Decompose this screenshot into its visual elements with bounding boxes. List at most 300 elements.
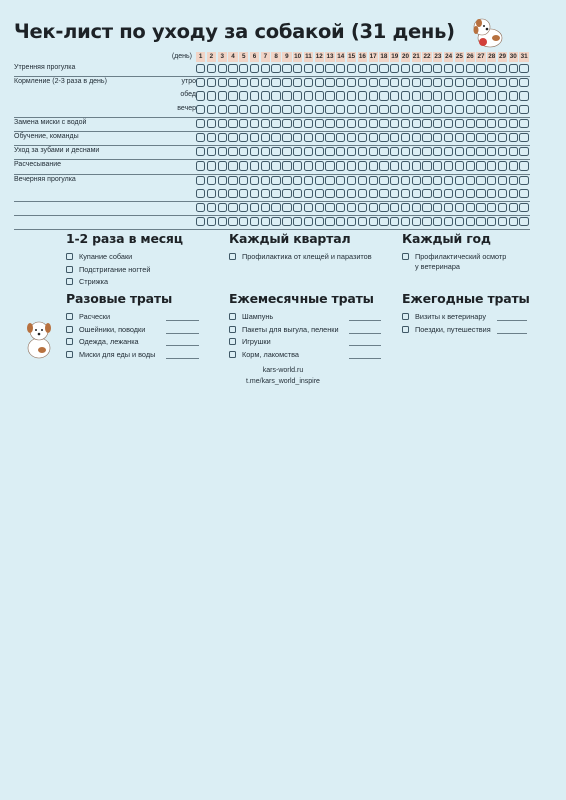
day-checkbox[interactable]	[422, 64, 431, 73]
day-checkbox[interactable]	[250, 105, 259, 114]
day-checkbox[interactable]	[466, 176, 475, 185]
amount-line[interactable]	[349, 333, 381, 334]
day-checkbox[interactable]	[347, 189, 356, 198]
day-checkbox[interactable]	[261, 189, 270, 198]
day-checkbox[interactable]	[498, 64, 507, 73]
day-checkbox[interactable]	[444, 91, 453, 100]
day-checkbox[interactable]	[476, 78, 485, 87]
day-checkbox[interactable]	[509, 203, 518, 212]
checkbox[interactable]	[229, 351, 236, 358]
day-checkbox[interactable]	[315, 217, 324, 226]
day-checkbox[interactable]	[239, 203, 248, 212]
checklist-item[interactable]	[66, 350, 172, 363]
day-checkbox[interactable]	[422, 119, 431, 128]
day-checkbox[interactable]	[390, 91, 399, 100]
day-checkbox[interactable]	[476, 64, 485, 73]
day-checkbox[interactable]	[444, 133, 453, 142]
day-checkbox[interactable]	[358, 105, 367, 114]
day-checkbox[interactable]	[207, 64, 216, 73]
day-checkbox[interactable]	[250, 161, 259, 170]
day-checkbox[interactable]	[239, 105, 248, 114]
day-checkbox[interactable]	[293, 203, 302, 212]
day-checkbox[interactable]	[498, 133, 507, 142]
day-checkbox[interactable]	[455, 91, 464, 100]
day-checkbox[interactable]	[358, 119, 367, 128]
day-checkbox[interactable]	[304, 203, 313, 212]
day-checkbox[interactable]	[218, 64, 227, 73]
day-checkbox[interactable]	[509, 161, 518, 170]
day-checkbox[interactable]	[422, 161, 431, 170]
day-checkbox[interactable]	[207, 217, 216, 226]
day-checkbox[interactable]	[315, 147, 324, 156]
day-checkbox[interactable]	[422, 203, 431, 212]
day-checkbox[interactable]	[444, 217, 453, 226]
day-checkbox[interactable]	[261, 176, 270, 185]
day-checkbox[interactable]	[519, 78, 528, 87]
day-checkbox[interactable]	[369, 147, 378, 156]
day-checkbox[interactable]	[250, 189, 259, 198]
day-checkbox[interactable]	[315, 189, 324, 198]
checklist-item[interactable]	[229, 312, 374, 325]
day-checkbox[interactable]	[325, 203, 334, 212]
checkbox[interactable]	[229, 338, 236, 345]
day-checkbox[interactable]	[476, 105, 485, 114]
day-checkbox[interactable]	[271, 78, 280, 87]
amount-line[interactable]	[349, 358, 381, 359]
day-checkbox[interactable]	[390, 119, 399, 128]
day-checkbox[interactable]	[196, 133, 205, 142]
day-checkbox[interactable]	[390, 147, 399, 156]
day-checkbox[interactable]	[358, 203, 367, 212]
day-checkbox[interactable]	[239, 119, 248, 128]
day-checkbox[interactable]	[390, 176, 399, 185]
day-checkbox[interactable]	[422, 105, 431, 114]
checklist-item[interactable]	[66, 312, 172, 325]
day-checkbox[interactable]	[228, 217, 237, 226]
day-checkbox[interactable]	[315, 203, 324, 212]
day-checkbox[interactable]	[282, 176, 291, 185]
day-checkbox[interactable]	[336, 217, 345, 226]
day-checkbox[interactable]	[261, 161, 270, 170]
day-checkbox[interactable]	[282, 161, 291, 170]
day-checkbox[interactable]	[476, 161, 485, 170]
day-checkbox[interactable]	[336, 91, 345, 100]
day-checkbox[interactable]	[336, 147, 345, 156]
checklist-item[interactable]	[229, 350, 374, 363]
day-checkbox[interactable]	[401, 203, 410, 212]
day-checkbox[interactable]	[250, 203, 259, 212]
day-checkbox[interactable]	[304, 91, 313, 100]
day-checkbox[interactable]	[487, 203, 496, 212]
day-checkbox[interactable]	[271, 119, 280, 128]
day-checkbox[interactable]	[519, 189, 528, 198]
day-checkbox[interactable]	[347, 203, 356, 212]
day-checkbox[interactable]	[304, 217, 313, 226]
day-checkbox[interactable]	[207, 147, 216, 156]
day-checkbox[interactable]	[315, 78, 324, 87]
day-checkbox[interactable]	[519, 64, 528, 73]
day-checkbox[interactable]	[261, 91, 270, 100]
day-checkbox[interactable]	[379, 189, 388, 198]
day-checkbox[interactable]	[239, 176, 248, 185]
amount-line[interactable]	[497, 333, 527, 334]
day-checkbox[interactable]	[455, 64, 464, 73]
checkbox[interactable]	[66, 278, 73, 285]
day-checkbox[interactable]	[196, 119, 205, 128]
day-checkbox[interactable]	[261, 133, 270, 142]
day-checkbox[interactable]	[347, 64, 356, 73]
checkbox[interactable]	[402, 326, 409, 333]
day-checkbox[interactable]	[369, 217, 378, 226]
day-checkbox[interactable]	[455, 203, 464, 212]
day-checkbox[interactable]	[487, 64, 496, 73]
day-checkbox[interactable]	[476, 133, 485, 142]
day-checkbox[interactable]	[315, 105, 324, 114]
day-checkbox[interactable]	[196, 147, 205, 156]
day-checkbox[interactable]	[304, 176, 313, 185]
day-checkbox[interactable]	[433, 133, 442, 142]
checklist-item[interactable]	[66, 277, 183, 290]
day-checkbox[interactable]	[315, 119, 324, 128]
day-checkbox[interactable]	[228, 189, 237, 198]
day-checkbox[interactable]	[325, 64, 334, 73]
day-checkbox[interactable]	[476, 119, 485, 128]
day-checkbox[interactable]	[519, 133, 528, 142]
day-checkbox[interactable]	[422, 189, 431, 198]
day-checkbox[interactable]	[347, 176, 356, 185]
day-checkbox[interactable]	[304, 161, 313, 170]
day-checkbox[interactable]	[369, 161, 378, 170]
day-checkbox[interactable]	[433, 64, 442, 73]
day-checkbox[interactable]	[261, 105, 270, 114]
day-checkbox[interactable]	[271, 161, 280, 170]
day-checkbox[interactable]	[401, 78, 410, 87]
day-checkbox[interactable]	[379, 119, 388, 128]
day-checkbox[interactable]	[218, 176, 227, 185]
day-checkbox[interactable]	[433, 217, 442, 226]
day-checkbox[interactable]	[358, 91, 367, 100]
day-checkbox[interactable]	[228, 119, 237, 128]
day-checkbox[interactable]	[218, 133, 227, 142]
day-checkbox[interactable]	[336, 161, 345, 170]
day-checkbox[interactable]	[347, 91, 356, 100]
day-checkbox[interactable]	[239, 217, 248, 226]
day-checkbox[interactable]	[358, 189, 367, 198]
day-checkbox[interactable]	[336, 119, 345, 128]
day-checkbox[interactable]	[261, 64, 270, 73]
day-checkbox[interactable]	[412, 64, 421, 73]
day-checkbox[interactable]	[422, 147, 431, 156]
day-checkbox[interactable]	[196, 189, 205, 198]
day-checkbox[interactable]	[239, 161, 248, 170]
day-checkbox[interactable]	[250, 217, 259, 226]
day-checkbox[interactable]	[228, 147, 237, 156]
day-checkbox[interactable]	[369, 176, 378, 185]
day-checkbox[interactable]	[196, 78, 205, 87]
day-checkbox[interactable]	[509, 217, 518, 226]
day-checkbox[interactable]	[347, 119, 356, 128]
day-checkbox[interactable]	[369, 203, 378, 212]
day-checkbox[interactable]	[433, 105, 442, 114]
day-checkbox[interactable]	[250, 91, 259, 100]
day-checkbox[interactable]	[509, 133, 518, 142]
day-checkbox[interactable]	[422, 91, 431, 100]
amount-line[interactable]	[166, 358, 199, 359]
day-checkbox[interactable]	[466, 203, 475, 212]
day-checkbox[interactable]	[358, 78, 367, 87]
day-checkbox[interactable]	[369, 91, 378, 100]
day-checkbox[interactable]	[379, 133, 388, 142]
day-checkbox[interactable]	[476, 203, 485, 212]
day-checkbox[interactable]	[218, 161, 227, 170]
day-checkbox[interactable]	[455, 189, 464, 198]
day-checkbox[interactable]	[271, 217, 280, 226]
day-checkbox[interactable]	[325, 119, 334, 128]
day-checkbox[interactable]	[476, 189, 485, 198]
day-checkbox[interactable]	[325, 189, 334, 198]
day-checkbox[interactable]	[358, 133, 367, 142]
day-checkbox[interactable]	[261, 147, 270, 156]
day-checkbox[interactable]	[358, 64, 367, 73]
day-checkbox[interactable]	[207, 78, 216, 87]
day-checkbox[interactable]	[412, 176, 421, 185]
checkbox[interactable]	[229, 253, 236, 260]
day-checkbox[interactable]	[509, 119, 518, 128]
day-checkbox[interactable]	[412, 78, 421, 87]
day-checkbox[interactable]	[271, 64, 280, 73]
amount-line[interactable]	[349, 345, 381, 346]
day-checkbox[interactable]	[455, 161, 464, 170]
day-checkbox[interactable]	[282, 64, 291, 73]
day-checkbox[interactable]	[250, 133, 259, 142]
day-checkbox[interactable]	[325, 176, 334, 185]
day-checkbox[interactable]	[304, 78, 313, 87]
day-checkbox[interactable]	[347, 217, 356, 226]
day-checkbox[interactable]	[358, 161, 367, 170]
day-checkbox[interactable]	[261, 119, 270, 128]
day-checkbox[interactable]	[196, 105, 205, 114]
day-checkbox[interactable]	[379, 147, 388, 156]
day-checkbox[interactable]	[487, 133, 496, 142]
checklist-item[interactable]	[66, 265, 183, 278]
day-checkbox[interactable]	[412, 133, 421, 142]
day-checkbox[interactable]	[228, 78, 237, 87]
checklist-item[interactable]	[229, 325, 374, 338]
day-checkbox[interactable]	[218, 147, 227, 156]
day-checkbox[interactable]	[444, 64, 453, 73]
day-checkbox[interactable]	[250, 176, 259, 185]
day-checkbox[interactable]	[239, 91, 248, 100]
day-checkbox[interactable]	[207, 105, 216, 114]
day-checkbox[interactable]	[218, 217, 227, 226]
day-checkbox[interactable]	[250, 64, 259, 73]
day-checkbox[interactable]	[336, 64, 345, 73]
day-checkbox[interactable]	[228, 105, 237, 114]
day-checkbox[interactable]	[412, 91, 421, 100]
day-checkbox[interactable]	[239, 189, 248, 198]
day-checkbox[interactable]	[390, 133, 399, 142]
day-checkbox[interactable]	[239, 78, 248, 87]
day-checkbox[interactable]	[207, 189, 216, 198]
day-checkbox[interactable]	[271, 133, 280, 142]
day-checkbox[interactable]	[401, 133, 410, 142]
day-checkbox[interactable]	[401, 147, 410, 156]
day-checkbox[interactable]	[207, 133, 216, 142]
day-checkbox[interactable]	[487, 91, 496, 100]
day-checkbox[interactable]	[207, 119, 216, 128]
day-checkbox[interactable]	[379, 78, 388, 87]
day-checkbox[interactable]	[282, 133, 291, 142]
day-checkbox[interactable]	[455, 133, 464, 142]
day-checkbox[interactable]	[487, 147, 496, 156]
day-checkbox[interactable]	[379, 105, 388, 114]
day-checkbox[interactable]	[401, 64, 410, 73]
day-checkbox[interactable]	[228, 64, 237, 73]
checklist-item[interactable]	[229, 252, 372, 265]
day-checkbox[interactable]	[390, 105, 399, 114]
day-checkbox[interactable]	[519, 105, 528, 114]
day-checkbox[interactable]	[433, 78, 442, 87]
day-checkbox[interactable]	[282, 147, 291, 156]
checklist-item[interactable]	[402, 325, 530, 338]
day-checkbox[interactable]	[218, 105, 227, 114]
day-checkbox[interactable]	[271, 176, 280, 185]
checkbox[interactable]	[66, 253, 73, 260]
day-checkbox[interactable]	[466, 105, 475, 114]
day-checkbox[interactable]	[282, 189, 291, 198]
day-checkbox[interactable]	[293, 176, 302, 185]
day-checkbox[interactable]	[390, 64, 399, 73]
day-checkbox[interactable]	[390, 217, 399, 226]
day-checkbox[interactable]	[476, 91, 485, 100]
day-checkbox[interactable]	[325, 105, 334, 114]
checklist-item[interactable]	[66, 325, 172, 338]
day-checkbox[interactable]	[466, 91, 475, 100]
day-checkbox[interactable]	[519, 217, 528, 226]
day-checkbox[interactable]	[369, 119, 378, 128]
day-checkbox[interactable]	[250, 147, 259, 156]
day-checkbox[interactable]	[401, 161, 410, 170]
amount-line[interactable]	[166, 333, 199, 334]
day-checkbox[interactable]	[293, 78, 302, 87]
day-checkbox[interactable]	[315, 133, 324, 142]
day-checkbox[interactable]	[422, 217, 431, 226]
day-checkbox[interactable]	[487, 189, 496, 198]
checkbox[interactable]	[402, 253, 409, 260]
day-checkbox[interactable]	[282, 119, 291, 128]
day-checkbox[interactable]	[433, 189, 442, 198]
day-checkbox[interactable]	[336, 189, 345, 198]
day-checkbox[interactable]	[347, 161, 356, 170]
day-checkbox[interactable]	[304, 133, 313, 142]
day-checkbox[interactable]	[379, 91, 388, 100]
day-checkbox[interactable]	[466, 147, 475, 156]
day-checkbox[interactable]	[315, 161, 324, 170]
day-checkbox[interactable]	[498, 119, 507, 128]
day-checkbox[interactable]	[519, 176, 528, 185]
day-checkbox[interactable]	[444, 189, 453, 198]
day-checkbox[interactable]	[261, 78, 270, 87]
day-checkbox[interactable]	[325, 217, 334, 226]
day-checkbox[interactable]	[218, 189, 227, 198]
day-checkbox[interactable]	[304, 105, 313, 114]
day-checkbox[interactable]	[336, 176, 345, 185]
day-checkbox[interactable]	[433, 161, 442, 170]
checklist-item[interactable]	[402, 312, 530, 325]
day-checkbox[interactable]	[401, 105, 410, 114]
day-checkbox[interactable]	[325, 78, 334, 87]
day-checkbox[interactable]	[250, 78, 259, 87]
day-checkbox[interactable]	[293, 147, 302, 156]
day-checkbox[interactable]	[228, 133, 237, 142]
day-checkbox[interactable]	[466, 133, 475, 142]
day-checkbox[interactable]	[336, 203, 345, 212]
checklist-item[interactable]	[402, 252, 507, 262]
day-checkbox[interactable]	[509, 147, 518, 156]
day-checkbox[interactable]	[390, 189, 399, 198]
day-checkbox[interactable]	[325, 161, 334, 170]
day-checkbox[interactable]	[261, 203, 270, 212]
day-checkbox[interactable]	[369, 64, 378, 73]
day-checkbox[interactable]	[261, 217, 270, 226]
day-checkbox[interactable]	[315, 64, 324, 73]
day-checkbox[interactable]	[347, 78, 356, 87]
day-checkbox[interactable]	[304, 64, 313, 73]
checkbox[interactable]	[229, 326, 236, 333]
day-checkbox[interactable]	[422, 133, 431, 142]
day-checkbox[interactable]	[498, 161, 507, 170]
day-checkbox[interactable]	[498, 78, 507, 87]
day-checkbox[interactable]	[207, 203, 216, 212]
day-checkbox[interactable]	[412, 147, 421, 156]
day-checkbox[interactable]	[498, 147, 507, 156]
day-checkbox[interactable]	[347, 105, 356, 114]
day-checkbox[interactable]	[498, 203, 507, 212]
day-checkbox[interactable]	[271, 189, 280, 198]
day-checkbox[interactable]	[466, 64, 475, 73]
day-checkbox[interactable]	[455, 119, 464, 128]
day-checkbox[interactable]	[444, 203, 453, 212]
day-checkbox[interactable]	[444, 161, 453, 170]
day-checkbox[interactable]	[487, 217, 496, 226]
day-checkbox[interactable]	[325, 133, 334, 142]
day-checkbox[interactable]	[282, 91, 291, 100]
day-checkbox[interactable]	[401, 91, 410, 100]
day-checkbox[interactable]	[358, 147, 367, 156]
day-checkbox[interactable]	[282, 203, 291, 212]
day-checkbox[interactable]	[455, 105, 464, 114]
day-checkbox[interactable]	[228, 203, 237, 212]
day-checkbox[interactable]	[325, 91, 334, 100]
day-checkbox[interactable]	[369, 78, 378, 87]
day-checkbox[interactable]	[358, 217, 367, 226]
checkbox[interactable]	[66, 266, 73, 273]
day-checkbox[interactable]	[207, 91, 216, 100]
day-checkbox[interactable]	[379, 176, 388, 185]
day-checkbox[interactable]	[412, 203, 421, 212]
day-checkbox[interactable]	[304, 189, 313, 198]
day-checkbox[interactable]	[293, 64, 302, 73]
day-checkbox[interactable]	[218, 78, 227, 87]
day-checkbox[interactable]	[325, 147, 334, 156]
day-checkbox[interactable]	[412, 189, 421, 198]
day-checkbox[interactable]	[466, 217, 475, 226]
day-checkbox[interactable]	[498, 105, 507, 114]
day-checkbox[interactable]	[444, 176, 453, 185]
day-checkbox[interactable]	[218, 91, 227, 100]
day-checkbox[interactable]	[282, 105, 291, 114]
day-checkbox[interactable]	[412, 119, 421, 128]
